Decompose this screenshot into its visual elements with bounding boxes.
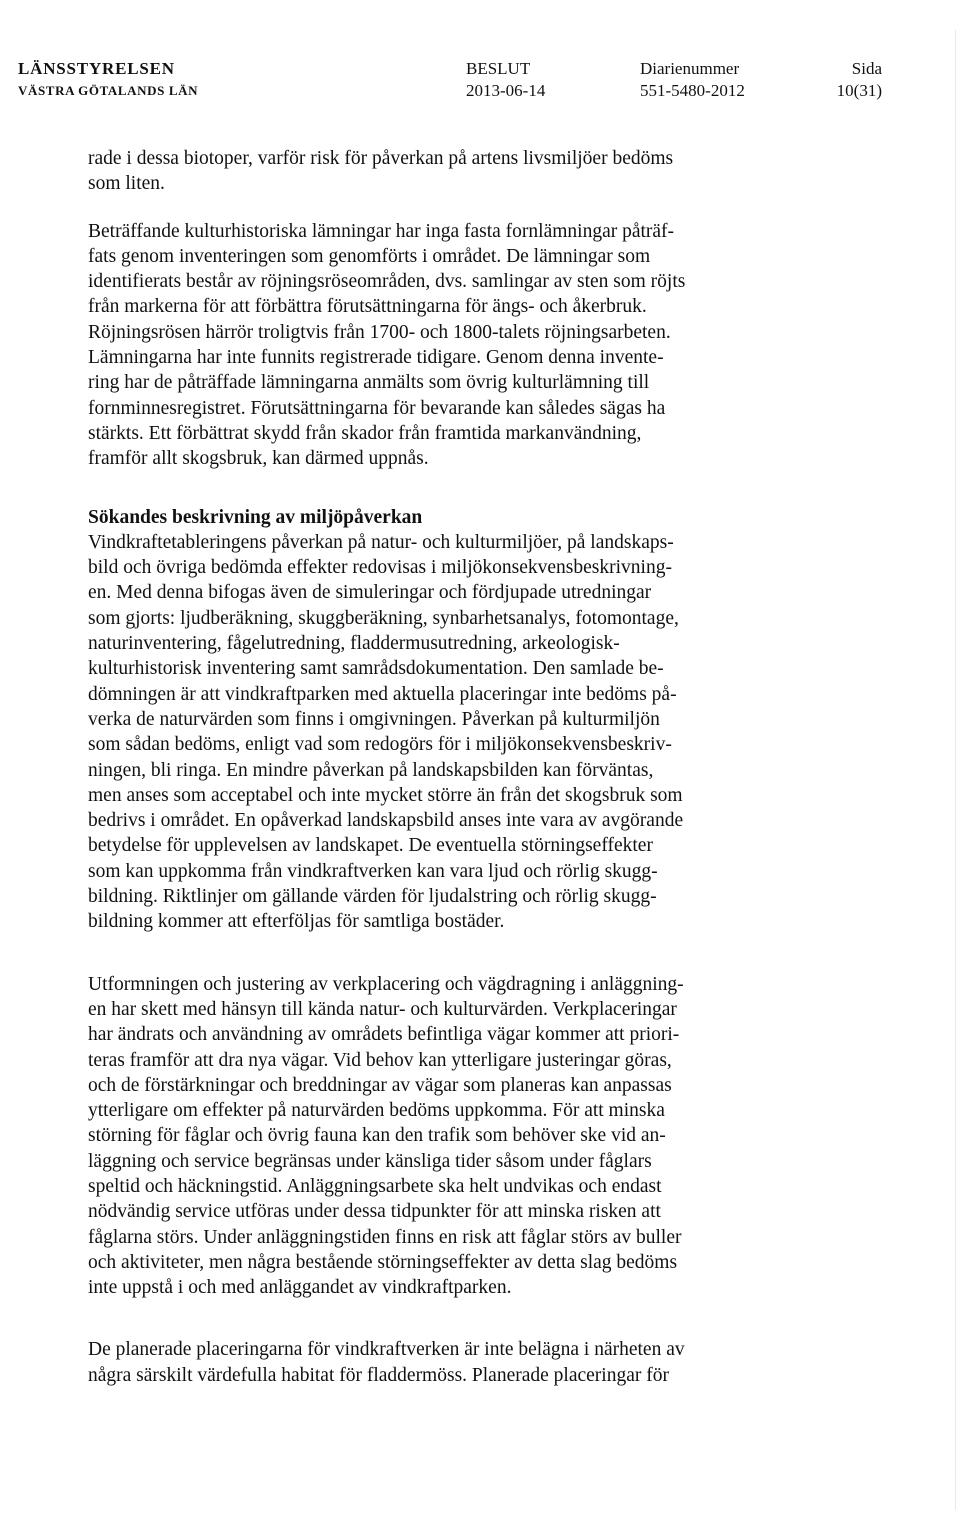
paragraph-3 bbox=[88, 530, 748, 935]
text-line: naturinventering, fågelutredning, fladdermusutredning, arkeologisk- bbox=[88, 633, 620, 655]
text-line: bedrivs i området. En opåverkad landskapsbild anses inte vara av avgörande bbox=[88, 810, 684, 832]
text-line: Lämningarna har inte funnits registrerade tidigare. Genom denna invente- bbox=[88, 347, 664, 369]
text-line: inte uppstå i och med anläggandet av vindkraftparken. bbox=[88, 1277, 512, 1299]
text-line: bildning. Riktlinjer om gällande värden för ljudalstring och rörlig skugg- bbox=[88, 886, 657, 908]
organization-block bbox=[18, 58, 198, 102]
text-line: Beträffande kulturhistoriska lämningar har inga fasta fornlämningar påträf- bbox=[88, 220, 675, 242]
paragraph-5 bbox=[88, 1337, 748, 1388]
text-line: har ändrats och användning av områdets befintliga vägar kommer att priori- bbox=[88, 1024, 680, 1046]
text-line: men anses som acceptabel och inte mycket större än från det skogsbruk som bbox=[88, 784, 683, 806]
paragraph-1 bbox=[88, 146, 748, 197]
diary-number-block bbox=[640, 58, 745, 102]
text-line: en har skett med hänsyn till kända natur- och kulturvärden. Verkplaceringar bbox=[88, 998, 677, 1020]
text-line: några särskilt värdefulla habitat för fladdermöss. Planerade placeringar för bbox=[88, 1364, 669, 1386]
text-line: som kan uppkomma från vindkraftverken kan vara ljud och rörlig skugg- bbox=[88, 860, 658, 882]
text-line: störning för fåglar och övrig fauna kan den trafik som behöver ske vid an- bbox=[88, 1125, 666, 1147]
text-line: som sådan bedöms, enligt vad som redogörs för i miljökonsekvensbeskriv- bbox=[88, 734, 672, 756]
page-number-block bbox=[837, 58, 882, 102]
text-line: och aktiviteter, men några bestående störningseffekter av detta slag bedöms bbox=[88, 1251, 678, 1273]
scan-edge-line bbox=[955, 30, 956, 1510]
text-line: bild och övriga bedömda effekter redovisas i miljökonsekvensbeskrivning- bbox=[88, 557, 672, 579]
text-line: fornminnesregistret. Förutsättningarna för bevarande kan således sägas ha bbox=[88, 397, 666, 419]
text-line: Utformningen och justering av verkplacering och vägdragning i anläggning- bbox=[88, 973, 684, 995]
organization-name: LÄNSSTYRELSEN bbox=[18, 59, 175, 78]
text-line: ningen, bli ringa. En mindre påverkan på landskapsbilden kan förväntas, bbox=[88, 759, 654, 781]
text-line: Vindkraftetableringens påverkan på natur- och kulturmiljöer, på landskaps- bbox=[88, 531, 674, 553]
text-line: en. Med denna bifogas även de simuleringar och fördjupade utredningar bbox=[88, 582, 652, 604]
text-line: identifierats består av röjningsröseområden, dvs. samlingar av sten som röjts bbox=[88, 271, 686, 293]
diary-number-label: Diarienummer bbox=[640, 59, 740, 78]
text-line: betydelse för upplevelsen av landskapet. De eventuella störningseffekter bbox=[88, 835, 653, 857]
organization-region: VÄSTRA GÖTALANDS LÄN bbox=[18, 83, 199, 98]
text-line: stärkts. Ett förbättrat skydd från skador från framtida markanvändning, bbox=[88, 422, 642, 444]
text-line: dömningen är att vindkraftparken med aktuella placeringar inte bedöms på- bbox=[88, 683, 677, 705]
text-line: ytterligare om effekter på naturvärden bedöms uppkomma. För att minska bbox=[88, 1100, 665, 1122]
text-line: kulturhistorisk inventering samt samrådsdokumentation. Den samlade be- bbox=[88, 658, 664, 680]
section-heading: Sökandes beskrivning av miljöpåverkan bbox=[88, 506, 423, 528]
decision-block bbox=[466, 58, 545, 102]
text-line: Röjningsrösen härrör troligtvis från 1700- och 1800-talets röjningsarbeten. bbox=[88, 321, 671, 343]
text-line: och de förstärkningar och breddningar av vägar som planeras kan anpassas bbox=[88, 1074, 672, 1096]
document-body bbox=[88, 146, 748, 1388]
text-line: verka de naturvärden som finns i omgivningen. Påverkan på kulturmiljön bbox=[88, 708, 660, 730]
document-type: BESLUT bbox=[466, 59, 531, 78]
paragraph-4 bbox=[88, 972, 748, 1301]
text-line: nödvändig service utföras under dessa tidpunkter för att minska risken att bbox=[88, 1201, 661, 1223]
document-date: 2013-06-14 bbox=[466, 81, 546, 100]
text-line: De planerade placeringarna för vindkraftverken är inte belägna i närheten av bbox=[88, 1339, 685, 1361]
text-line: bildning kommer att efterföljas för samtliga bostäder. bbox=[88, 911, 505, 933]
paragraph-2 bbox=[88, 219, 748, 472]
text-line: läggning och service begränsas under känsliga tider såsom under fåglars bbox=[88, 1150, 652, 1172]
text-line: från markerna för att förbättra förutsättningarna för ängs- och åkerbruk. bbox=[88, 296, 647, 318]
diary-number-value: 551-5480-2012 bbox=[640, 81, 745, 100]
page-label: Sida bbox=[851, 59, 882, 78]
text-line: som gjorts: ljudberäkning, skuggberäkning, synbarhetsanalys, fotomontage, bbox=[88, 607, 679, 629]
text-line: fåglarna störs. Under anläggningstiden finns en risk att fåglar störs av buller bbox=[88, 1226, 682, 1248]
text-line: framför allt skogsbruk, kan därmed uppnås. bbox=[88, 448, 429, 470]
text-line: teras framför att dra nya vägar. Vid behov kan ytterligare justeringar göras, bbox=[88, 1049, 672, 1071]
page-value: 10(31) bbox=[836, 81, 882, 100]
text-line: fats genom inventeringen som genomförts i området. De lämningar som bbox=[88, 245, 651, 267]
text-line: speltid och häckningstid. Anläggningsarbete ska helt undvikas och endast bbox=[88, 1175, 662, 1197]
text-line: rade i dessa biotoper, varför risk för påverkan på artens livsmiljöer bedöms bbox=[88, 148, 674, 169]
document-header bbox=[0, 58, 960, 102]
text-line: som liten. bbox=[88, 173, 165, 195]
text-line: ring har de påträffade lämningarna anmälts som övrig kulturlämning till bbox=[88, 372, 650, 394]
